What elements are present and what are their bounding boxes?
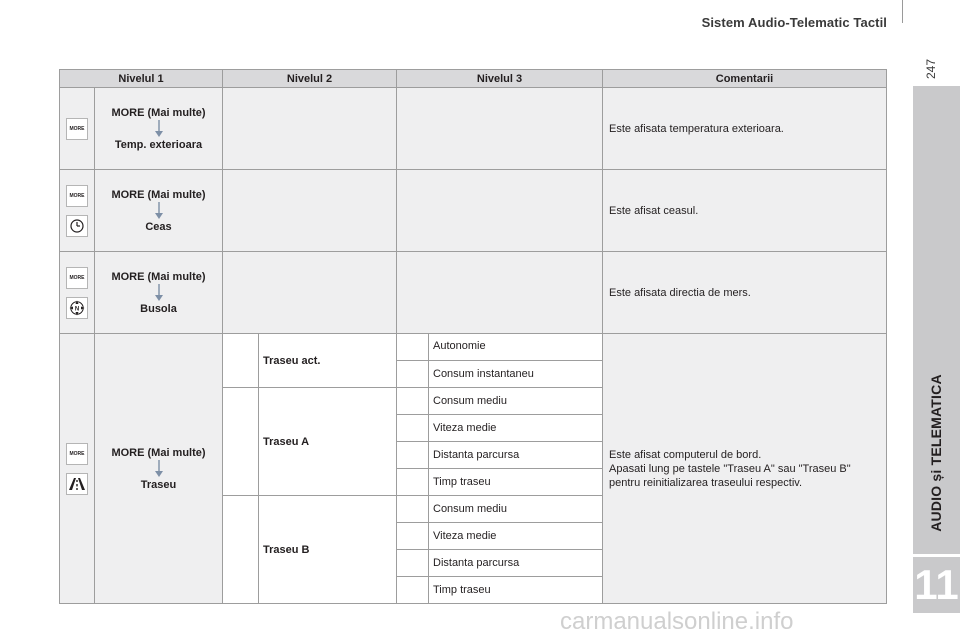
page-number: 247 <box>924 58 938 80</box>
arrow-down-icon <box>154 120 164 138</box>
level3-item: Timp traseu <box>429 469 603 496</box>
header-divider <box>902 0 903 23</box>
column-header-comments: Comentarii <box>603 70 887 88</box>
level2-empty <box>223 170 397 252</box>
arrow-down-icon <box>154 284 164 302</box>
menu-target: Ceas <box>145 220 172 233</box>
level3-item: Consum mediu <box>429 496 603 523</box>
level3-item: Viteza medie <box>429 415 603 442</box>
level3-spacer <box>397 361 429 388</box>
menu-label: MORE (Mai multe) <box>111 106 206 119</box>
icon-cell <box>60 252 95 334</box>
level2-spacer <box>223 496 259 604</box>
chapter-number: 11 <box>914 561 959 608</box>
table-row-clock <box>60 170 887 252</box>
column-header-level1: Nivelul 1 <box>60 70 223 88</box>
more-button-icon: MORE <box>66 267 88 289</box>
level3-item: Distanta parcursa <box>429 550 603 577</box>
compass-icon <box>66 297 88 319</box>
menu-label: MORE (Mai multe) <box>111 188 206 201</box>
level3-empty <box>397 88 603 170</box>
menu-label: MORE (Mai multe) <box>111 270 206 283</box>
menu-target: Traseu <box>140 478 177 491</box>
level3-spacer <box>397 442 429 469</box>
level3-empty <box>397 170 603 252</box>
level3-item: Autonomie <box>429 334 603 361</box>
level3-spacer <box>397 523 429 550</box>
level3-item: Distanta parcursa <box>429 442 603 469</box>
level3-spacer <box>397 550 429 577</box>
more-button-icon: MORE <box>66 443 88 465</box>
level2-empty <box>223 252 397 334</box>
level2-group: Traseu B <box>259 496 397 604</box>
level3-spacer <box>397 469 429 496</box>
comment-line: Este afisat computerul de bord. <box>609 448 762 461</box>
level1-cell <box>95 334 223 604</box>
more-button-icon: MORE <box>66 185 88 207</box>
level3-spacer <box>397 388 429 415</box>
level3-spacer <box>397 415 429 442</box>
level3-spacer <box>397 577 429 604</box>
level1-cell <box>95 252 223 334</box>
column-header-level2: Nivelul 2 <box>223 70 397 88</box>
comment-cell: Este afisat ceasul. <box>603 170 887 252</box>
level3-empty <box>397 252 603 334</box>
more-button-icon: MORE <box>66 118 88 140</box>
level3-item: Timp traseu <box>429 577 603 604</box>
trip-icon <box>66 473 88 495</box>
comment-cell: Este afisata temperatura exterioara. <box>603 88 887 170</box>
arrow-down-icon <box>154 460 164 478</box>
table-row-trip <box>60 334 887 361</box>
level2-spacer <box>223 388 259 496</box>
level3-item: Consum instantaneu <box>429 361 603 388</box>
page-header-title: Sistem Audio-Telematic Tactil <box>701 15 887 30</box>
level2-group: Traseu act. <box>259 334 397 388</box>
watermark: carmanualsonline.info <box>560 608 794 635</box>
menu-label: MORE (Mai multe) <box>111 446 206 459</box>
comment-cell <box>603 334 887 604</box>
icon-cell <box>60 88 95 170</box>
clock-icon <box>66 215 88 237</box>
menu-target: Temp. exterioara <box>114 138 203 151</box>
level3-item: Consum mediu <box>429 388 603 415</box>
compass-letter: N <box>74 305 80 312</box>
icon-cell <box>60 334 95 604</box>
section-label: AUDIO și TELEMATICA <box>928 374 944 532</box>
level3-spacer <box>397 496 429 523</box>
level3-spacer <box>397 334 429 361</box>
icon-cell <box>60 170 95 252</box>
comment-line: pentru reinitializarea traseului respectiv. <box>609 476 802 489</box>
comment-line: Apasati lung pe tastele "Traseu A" sau "Traseu B" <box>609 462 851 475</box>
menu-table <box>59 69 887 604</box>
comment-cell: Este afisata directia de mers. <box>603 252 887 334</box>
table-row-temperature <box>60 88 887 170</box>
level2-group: Traseu A <box>259 388 397 496</box>
arrow-down-icon <box>154 202 164 220</box>
table-header-row <box>60 70 887 88</box>
level2-empty <box>223 88 397 170</box>
menu-target: Busola <box>140 302 177 315</box>
level2-spacer <box>223 334 259 388</box>
table-row-compass <box>60 252 887 334</box>
level1-cell <box>95 88 223 170</box>
level1-cell <box>95 170 223 252</box>
level3-item: Viteza medie <box>429 523 603 550</box>
column-header-level3: Nivelul 3 <box>397 70 603 88</box>
